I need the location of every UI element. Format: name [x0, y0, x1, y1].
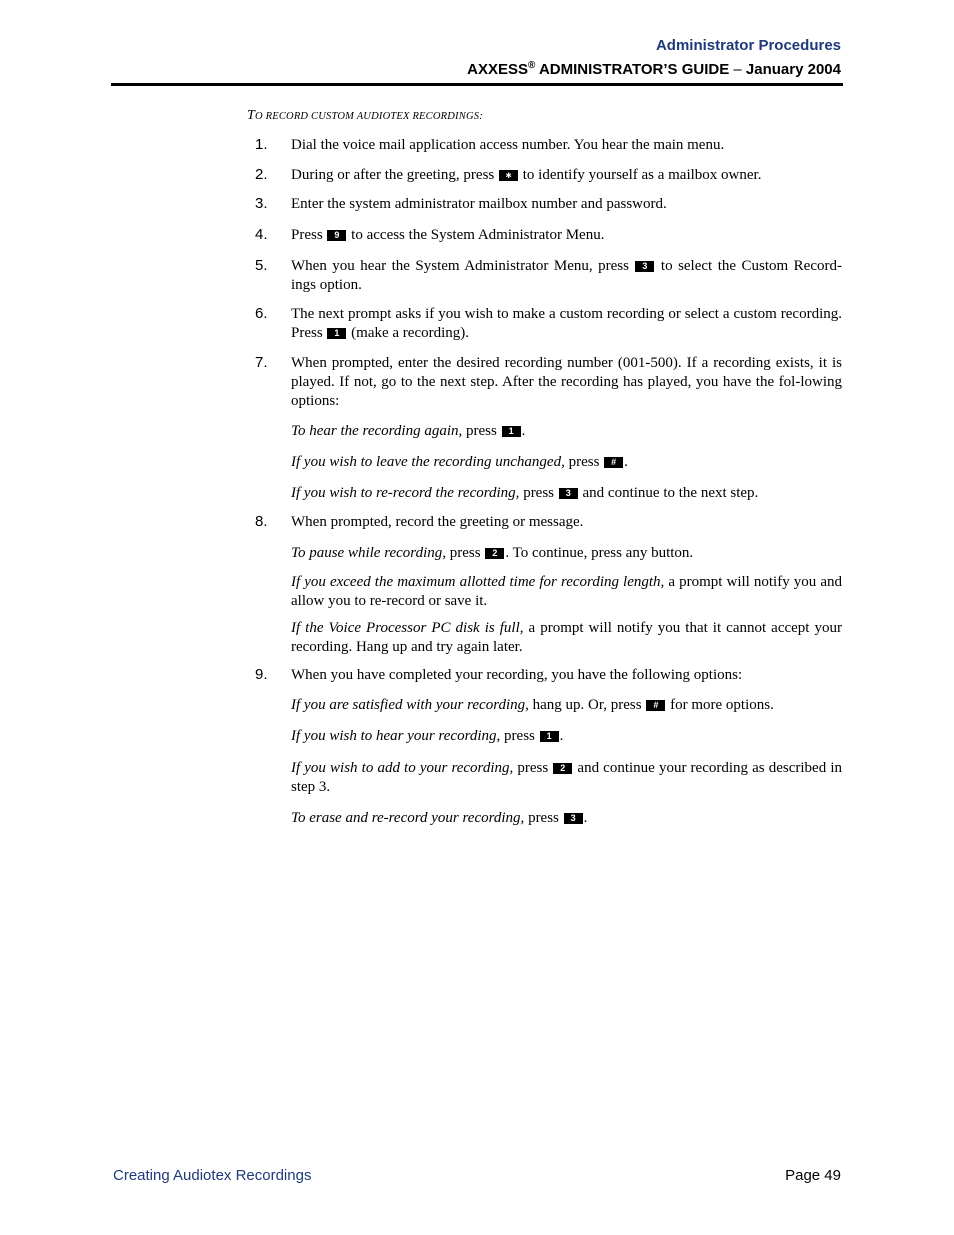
- running-header-section: Administrator Procedures: [655, 37, 841, 54]
- footer-chapter-title: Creating Audiotex Recordings: [113, 1167, 312, 1184]
- step-number: 2.: [255, 166, 268, 183]
- registered-mark: ®: [527, 60, 536, 71]
- procedure-heading-initial: T: [247, 108, 255, 123]
- step-text: When prompted, record the greeting or message.: [291, 514, 584, 530]
- step-number: 7.: [255, 354, 268, 371]
- step-text: Press 9 to access the System Administrator Menu.: [291, 227, 605, 243]
- step-option: If you wish to add to your recording, press 2 and continue your recording as described in step 3.: [291, 760, 842, 795]
- keypad-key-2: 2: [553, 763, 572, 774]
- step-option: To hear the recording again, press 1 .: [291, 423, 526, 439]
- procedure-heading-rest: O RECORD CUSTOM AUDIOTEX RECORDINGS:: [255, 111, 483, 122]
- step-option: If you are satisfied with your recording, hang up. Or, press # for more options.: [291, 697, 774, 713]
- keypad-key-3: 3: [559, 488, 578, 499]
- step-option: If you exceed the maximum allotted time for recording length, a prompt will notify you and allow you to re-record or save it.: [291, 574, 843, 609]
- step-option: If you wish to hear your recording, press 1 .: [291, 728, 564, 744]
- step-text: Dial the voice mail application access number. You hear the main menu.: [291, 137, 725, 153]
- step-text: When you hear the System Administrator Menu, press 3 to select the Custom Record-ings option.: [291, 258, 842, 293]
- step-option: To pause while recording, press 2 . To continue, press any button.: [291, 545, 694, 561]
- keypad-key-1: 1: [540, 731, 559, 742]
- keypad-key-3: 3: [564, 813, 583, 824]
- step-option: To erase and re-record your recording, press 3 .: [291, 810, 588, 826]
- brand-name: AXXESS: [467, 61, 528, 78]
- keypad-key-9: 9: [327, 230, 346, 241]
- running-header-title: [467, 60, 841, 78]
- step-option: If you wish to leave the recording unchanged, press # .: [291, 454, 628, 470]
- step-number: 8.: [255, 513, 268, 530]
- step-option: If the Voice Processor PC disk is full, a prompt will notify you that it cannot accept your recording. Hang up and try again later.: [291, 620, 842, 655]
- step-number: 5.: [255, 257, 268, 274]
- step-text: During or after the greeting, press ∗ to identify yourself as a mailbox owner.: [291, 167, 762, 183]
- step-text: When you have completed your recording, you have the following options:: [291, 667, 743, 683]
- guide-date: January 2004: [741, 61, 841, 78]
- keypad-key-1: 1: [502, 426, 521, 437]
- guide-title: ADMINISTRATOR’S GUIDE: [535, 61, 734, 78]
- step-number: 6.: [255, 305, 268, 322]
- title-dash: –: [733, 61, 742, 78]
- keypad-key-3: 3: [635, 261, 654, 272]
- keypad-key-2: 2: [485, 548, 504, 559]
- step-option: If you wish to re-record the recording, press 3 and continue to the next step.: [291, 485, 759, 501]
- step-text: Enter the system administrator mailbox number and password.: [291, 196, 667, 212]
- step-number: 9.: [255, 666, 268, 683]
- procedure-heading: [247, 108, 483, 124]
- step-number: 3.: [255, 195, 268, 212]
- keypad-key-1: 1: [327, 328, 346, 339]
- step-text: The next prompt asks if you wish to make a custom recording or select a custom recording. Press 1 (make a recording).: [291, 306, 842, 341]
- keypad-key-star: ∗: [499, 170, 518, 181]
- step-number: 4.: [255, 226, 268, 243]
- footer-page-number: Page 49: [785, 1167, 841, 1184]
- keypad-key-pound: #: [646, 700, 665, 711]
- keypad-key-pound: #: [604, 457, 623, 468]
- header-rule: [111, 83, 843, 86]
- step-number: 1.: [255, 136, 268, 153]
- step-text: When prompted, enter the desired recording number (001-500). If a recording exists, it is played. If not, go to the next step. After the recording has played, you have the fol-lowing options:: [291, 355, 842, 409]
